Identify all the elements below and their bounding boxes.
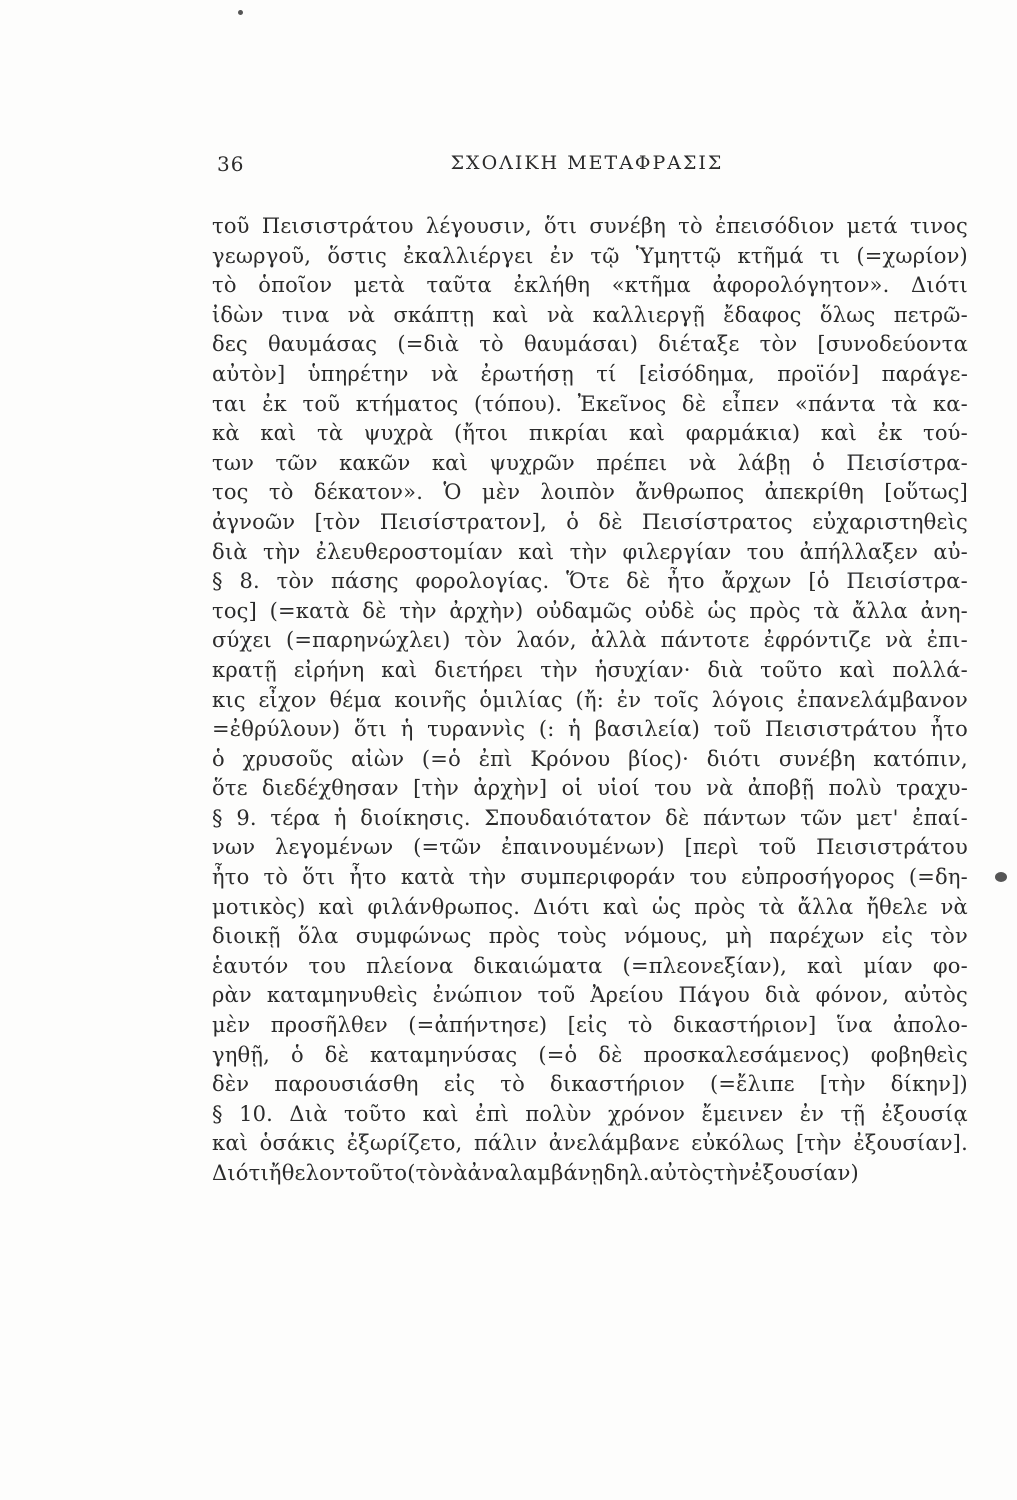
text-line: ἦτο τὸ ὅτι ἦτο κατὰ τὴν συμπεριφοράν του εὐπροσήγορος (=δη- bbox=[212, 865, 968, 890]
ink-speck bbox=[238, 10, 243, 15]
text-line: ὁ χρυσοῦς αἰὼν (=ὁ ἐπὶ Κρόνου βίος)· διότι συνέβη κατόπιν, bbox=[212, 746, 968, 771]
text-line: νων λεγομένων (=τῶν ἐπαινουμένων) [περὶ τοῦ Πεισιστράτου bbox=[212, 835, 968, 860]
text-line: τοῦ Πεισιστράτου λέγουσιν, ὅτι συνέβη τὸ ἐπεισόδιον μετά τινος bbox=[212, 214, 968, 238]
text-line: κρατῇ εἰρήνη καὶ διετήρει τὴν ἡσυχίαν· διὰ τοῦτο καὶ πολλά- bbox=[212, 657, 968, 682]
text-line: αὐτὸν] ὑπηρέτην νὰ ἐρωτήσῃ τί [εἰσόδημα, προϊόν] παράγε- bbox=[212, 361, 968, 386]
text-line: δὲν παρουσιάσθη εἰς τὸ δικαστήριον (=ἔλιπε [τὴν δίκην]) bbox=[212, 1072, 968, 1097]
text-line: ρὰν καταμηνυθεὶς ἐνώπιον τοῦ Ἀρείου Πάγου διὰ φόνον, αὐτὸς bbox=[212, 983, 968, 1008]
page-number: 36 bbox=[217, 152, 245, 176]
text-line: § 9. τέρα ἡ διοίκησις. Σπουδαιότατον δὲ πάντων τῶν μετ' ἐπαί- bbox=[212, 805, 968, 830]
text-line: των τῶν κακῶν καὶ ψυχρῶν πρέπει νὰ λάβῃ ὁ Πεισίστρα- bbox=[212, 450, 968, 475]
text-line: ἰδὼν τινα νὰ σκάπτῃ καὶ νὰ καλλιεργῇ ἔδαφος ὅλως πετρῶ- bbox=[212, 302, 968, 327]
text-line: =ἐθρύλουν) ὅτι ἡ τυραννὶς (: ἡ βασιλεία) τοῦ Πεισιστράτου ἦτο bbox=[212, 717, 968, 742]
text-line: ται ἐκ τοῦ κτήματος (τόπου). Ἐκεῖνος δὲ εἶπεν «πάντα τὰ κα- bbox=[212, 391, 968, 416]
text-line: Διότι ἤθελον τοῦτο (τὸ νὰ ἀναλαμβάνῃ δηλ. αὐτὸς τὴν ἐξουσίαν) bbox=[212, 1161, 859, 1185]
text-line: ἑαυτόν του πλείονα δικαιώματα (=πλεονεξίαν), καὶ μίαν φο- bbox=[212, 953, 968, 978]
text-line: § 8. τὸν πάσης φορολογίας. Ὅτε δὲ ἦτο ἄρχων [ὁ Πεισίστρα- bbox=[212, 569, 968, 594]
text-line: κὰ καὶ τὰ ψυχρὰ (ἤτοι πικρίαι καὶ φαρμάκια) καὶ ἐκ τού- bbox=[212, 421, 968, 446]
text-line: γηθῇ, ὁ δὲ καταμηνύσας (=ὁ δὲ προσκαλεσάμενος) φοβηθεὶς bbox=[212, 1042, 968, 1067]
ink-speck bbox=[995, 872, 1007, 882]
text-line: ὅτε διεδέχθησαν [τὴν ἀρχὴν] οἱ υἱοί του νὰ ἀποβῇ πολὺ τραχυ- bbox=[212, 776, 968, 801]
text-line: τος] (=κατὰ δὲ τὴν ἀρχὴν) οὐδαμῶς οὐδὲ ὡς πρὸς τὰ ἄλλα ἀνη- bbox=[212, 598, 968, 623]
text-line: § 10. Διὰ τοῦτο καὶ ἐπὶ πολὺν χρόνον ἔμεινεν ἐν τῇ ἐξουσίᾳ bbox=[212, 1101, 968, 1126]
text-line: μοτικὸς) καὶ φιλάνθρωπος. Διότι καὶ ὡς πρὸς τὰ ἄλλα ἤθελε νὰ bbox=[212, 894, 968, 919]
text-line: διοικῇ ὅλα συμφώνως πρὸς τοὺς νόμους, μὴ παρέχων εἰς τὸν bbox=[212, 924, 968, 949]
text-line: κις εἶχον θέμα κοινῆς ὁμιλίας (ἤ: ἐν τοῖς λόγοις ἐπανελάμβανον bbox=[212, 687, 968, 712]
text-line: τὸ ὁποῖον μετὰ ταῦτα ἐκλήθη «κτῆμα ἀφορολόγητον». Διότι bbox=[212, 273, 968, 298]
text-line: καὶ ὁσάκις ἐξωρίζετο, πάλιν ἀνελάμβανε εὐκόλως [τὴν ἐξουσίαν]. bbox=[212, 1131, 968, 1156]
text-line: τος τὸ δέκατον». Ὁ μὲν λοιπὸν ἄνθρωπος ἀπεκρίθη [οὕτως] bbox=[212, 480, 968, 505]
body-text bbox=[212, 212, 968, 1189]
text-line: γεωργοῦ, ὅστις ἐκαλλιέργει ἐν τῷ Ὑμηττῷ κτῆμά τι (=χωρίον) bbox=[212, 243, 968, 268]
running-head: ΣΧΟΛΙΚΗ ΜΕΤΑΦΡΑΣΙΣ bbox=[450, 152, 724, 174]
text-line: μὲν προσῆλθεν (=ἀπήντησε) [εἰς τὸ δικαστήριον] ἵνα ἀπολο- bbox=[212, 1013, 968, 1038]
text-line: ἀγνοῶν [τὸν Πεισίστρατον], ὁ δὲ Πεισίστρατος εὐχαριστηθεὶς bbox=[212, 509, 968, 534]
page-header bbox=[217, 152, 957, 182]
text-line: δες θαυμάσας (=διὰ τὸ θαυμάσαι) διέταξε τὸν [συνοδεύοντα bbox=[212, 332, 968, 357]
text-line: διὰ τὴν ἐλευθεροστομίαν καὶ τὴν φιλεργίαν του ἀπήλλαξεν αὐ- bbox=[212, 539, 968, 564]
text-line: σύχει (=παρηνώχλει) τὸν λαόν, ἀλλὰ πάντοτε ἐφρόντιζε νὰ ἐπι- bbox=[212, 628, 968, 653]
